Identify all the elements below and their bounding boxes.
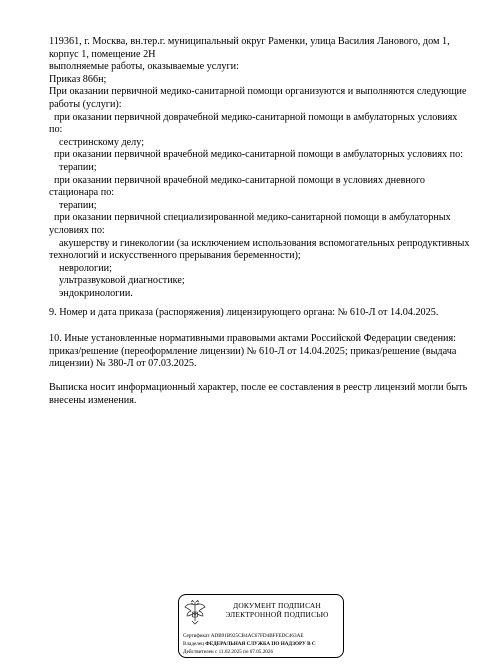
note-line: внесены изменения. xyxy=(49,394,137,406)
order-line: Приказ 866н; xyxy=(49,73,107,85)
stamp-validity: Действителен с 11.02.2025 по 07.05.2026 xyxy=(183,649,274,655)
disclaimer-note xyxy=(49,382,474,407)
note-line: Выписка носит информационный характер, после ее составления в реестр лицензий могли быть xyxy=(49,382,468,393)
service-line: терапии; xyxy=(59,199,97,211)
service-line: при оказании первичной врачебной медико-санитарной помощи в условиях дневного xyxy=(54,174,425,186)
service-line: условиях по: xyxy=(49,224,105,236)
service-line: стационара по: xyxy=(49,187,115,199)
stamp-certificate: Сертификат ADB91B925CB4AC67FD4BFFEDC463AE xyxy=(183,633,304,639)
stamp-details xyxy=(183,632,343,656)
service-line: технологий и искусственного прерывания беременности); xyxy=(49,250,301,262)
service-line: сестринскому делу; xyxy=(59,136,145,148)
services-list xyxy=(49,112,474,301)
address-block xyxy=(49,36,474,112)
stamp-title xyxy=(213,601,341,619)
stamp-owner: ФЕДЕРАЛЬНАЯ СЛУЖБА ПО НАДЗОРУ В С xyxy=(205,641,316,647)
service-line: терапии; xyxy=(59,161,97,173)
service-line: при оказании первичной врачебной медико-санитарной помощи в амбулаторных условиях по: xyxy=(54,149,464,161)
service-line: акушерству и гинекологии (за исключением использования вспомогательных репродуктивных xyxy=(59,237,470,249)
address-line: корпус 1, помещение 2Н xyxy=(49,48,156,60)
service-line: при оказании первичной специализированной медико-санитарной помощи в амбулаторных xyxy=(54,212,451,224)
section-9 xyxy=(49,307,474,320)
section-10-line: приказ/решение (переоформление лицензии) № 610-Л от 14.04.2025; приказ/решение (выдача xyxy=(49,345,457,357)
service-line: неврологии; xyxy=(59,262,112,274)
works-heading: выполняемые работы, оказываемые услуги: xyxy=(49,61,239,73)
address-line: 119361, г. Москва, вн.тер.г. муниципальный округ Раменки, улица Василия Ланового, дом 1, xyxy=(49,36,450,47)
service-line: при оказании первичной доврачебной медико-санитарной помощи в амбулаторных условиях xyxy=(54,111,458,123)
section-9-text: 9. Номер и дата приказа (распоряжения) лицензирующего органа: № 610-Л от 14.04.2025. xyxy=(49,307,439,318)
intro-line: работы (услуги): xyxy=(49,98,122,110)
section-10-line: 10. Иные установленные нормативными правовыми актами Российской Федерации сведения: xyxy=(49,333,457,344)
service-line: эндокринологии. xyxy=(59,287,133,299)
intro-line: При оказании первичной медико-санитарной помощи организуются и выполняются следующие xyxy=(49,86,467,98)
stamp-owner-label: Владелец xyxy=(183,641,204,647)
electronic-signature-stamp xyxy=(178,594,344,658)
stamp-owner-row xyxy=(183,640,343,648)
service-line: по: xyxy=(49,124,63,136)
section-10 xyxy=(49,333,474,371)
section-10-line: лицензии) № 380-Л от 07.03.2025. xyxy=(49,358,197,370)
service-line: ультразвуковой диагностике; xyxy=(59,275,185,287)
stamp-title-line: ЭЛЕКТРОННОЙ ПОДПИСЬЮ xyxy=(225,610,329,619)
coat-of-arms-icon xyxy=(183,599,207,625)
stamp-title-line: ДОКУМЕНТ ПОДПИСАН xyxy=(233,601,321,610)
